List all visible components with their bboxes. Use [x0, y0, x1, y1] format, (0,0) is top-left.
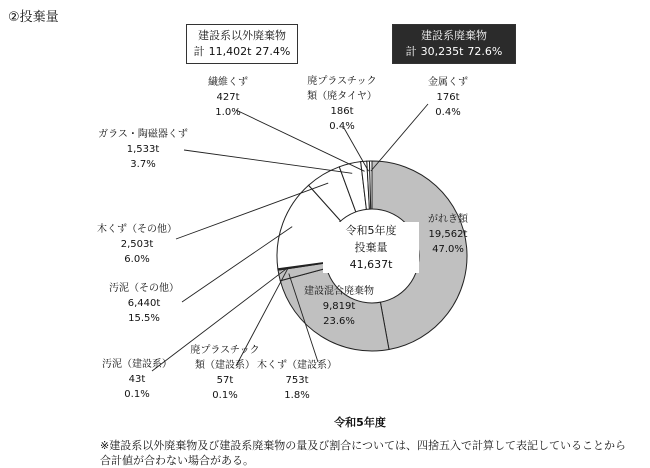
slice-pct: 0.1%	[212, 390, 238, 401]
slice-pct: 15.5%	[128, 313, 160, 324]
slice-pct: 23.6%	[323, 316, 355, 327]
construction-total	[393, 44, 515, 60]
slice-name: ガラス・陶磁器くず	[98, 129, 188, 140]
slice-pct: 6.0%	[124, 254, 150, 265]
slice-name-2: 類（建設系）	[195, 360, 255, 371]
non-construction-group-name: 建設系以外廃棄物	[198, 29, 286, 42]
slice-name: 汚泥（その他）	[109, 283, 179, 294]
slice-label-plastic-kensetsu	[185, 343, 265, 403]
slice-name: 廃プラスチック	[307, 76, 377, 87]
slice-label-gareki	[418, 212, 478, 257]
center-label	[323, 222, 419, 273]
footnote	[100, 438, 645, 468]
slice-name: がれき類	[428, 214, 468, 225]
slice-name: 木くず（その他）	[97, 224, 177, 235]
slice-name: 汚泥（建設系）	[102, 359, 172, 370]
slice-value: 9,819t	[322, 301, 356, 312]
slice-pct: 0.4%	[435, 107, 461, 118]
non-construction-total	[187, 44, 297, 60]
center-caption: 投棄量	[354, 241, 388, 254]
section-title: ②投棄量	[8, 10, 59, 25]
center-year: 令和5年度	[345, 224, 397, 237]
slice-pct: 47.0%	[432, 244, 464, 255]
slice-value: 57t	[216, 375, 234, 386]
slice-label-sen-i	[196, 75, 260, 120]
total-pct: 72.6%	[467, 45, 503, 58]
slice-value: 43t	[128, 374, 146, 385]
slice-name-2: 類（廃タイヤ）	[307, 91, 377, 102]
slice-value: 19,562t	[428, 229, 468, 240]
total-prefix: 計	[193, 45, 205, 58]
construction-group-name: 建設系廃棄物	[421, 29, 487, 42]
non-construction-total-box	[186, 24, 298, 64]
slice-value: 176t	[436, 92, 460, 103]
slice-value: 2,503t	[120, 239, 154, 250]
total-value: 30,235t	[420, 45, 464, 58]
slice-value: 186t	[330, 106, 354, 117]
slice-value: 753t	[285, 375, 309, 386]
footnote-line-1: ※建設系以外廃棄物及び建設系廃棄物の量及び割合については、四捨五入で計算して表記していることから	[100, 439, 626, 452]
footnote-line-2: 合計値が合わない場合がある。	[100, 454, 254, 467]
slice-name: 木くず（建設系）	[257, 360, 337, 371]
slice-label-odei-sonota	[104, 281, 184, 326]
slice-value: 6,440t	[127, 298, 161, 309]
slice-pct: 3.7%	[130, 159, 156, 170]
slice-value: 1,533t	[126, 144, 160, 155]
total-pct: 27.4%	[255, 45, 291, 58]
slice-label-glass	[85, 127, 201, 172]
slice-name: 繊維くず	[208, 77, 248, 88]
year-caption: 令和5年度	[334, 416, 386, 429]
slice-pct: 1.8%	[284, 390, 310, 401]
center-total: 41,637t	[349, 258, 393, 271]
slice-label-konsou	[294, 284, 384, 329]
slice-name: 廃プラスチック	[190, 345, 260, 356]
slice-pct: 1.0%	[215, 107, 241, 118]
slice-pct: 0.4%	[329, 121, 355, 132]
construction-total-box	[392, 24, 516, 64]
total-value: 11,402t	[208, 45, 252, 58]
slice-label-mokuzu-kensetsu	[256, 358, 338, 403]
slice-name: 金属くず	[428, 77, 468, 88]
slice-pct: 0.1%	[124, 389, 150, 400]
slice-label-tire	[300, 74, 384, 134]
slice-label-odei-kensetsu	[96, 357, 178, 402]
slice-label-kinzoku	[416, 75, 480, 120]
slice-value: 427t	[216, 92, 240, 103]
slice-name: 建設混合廃棄物	[304, 286, 374, 297]
slice-label-mokuzu-sonota	[95, 222, 179, 267]
total-prefix: 計	[405, 45, 417, 58]
